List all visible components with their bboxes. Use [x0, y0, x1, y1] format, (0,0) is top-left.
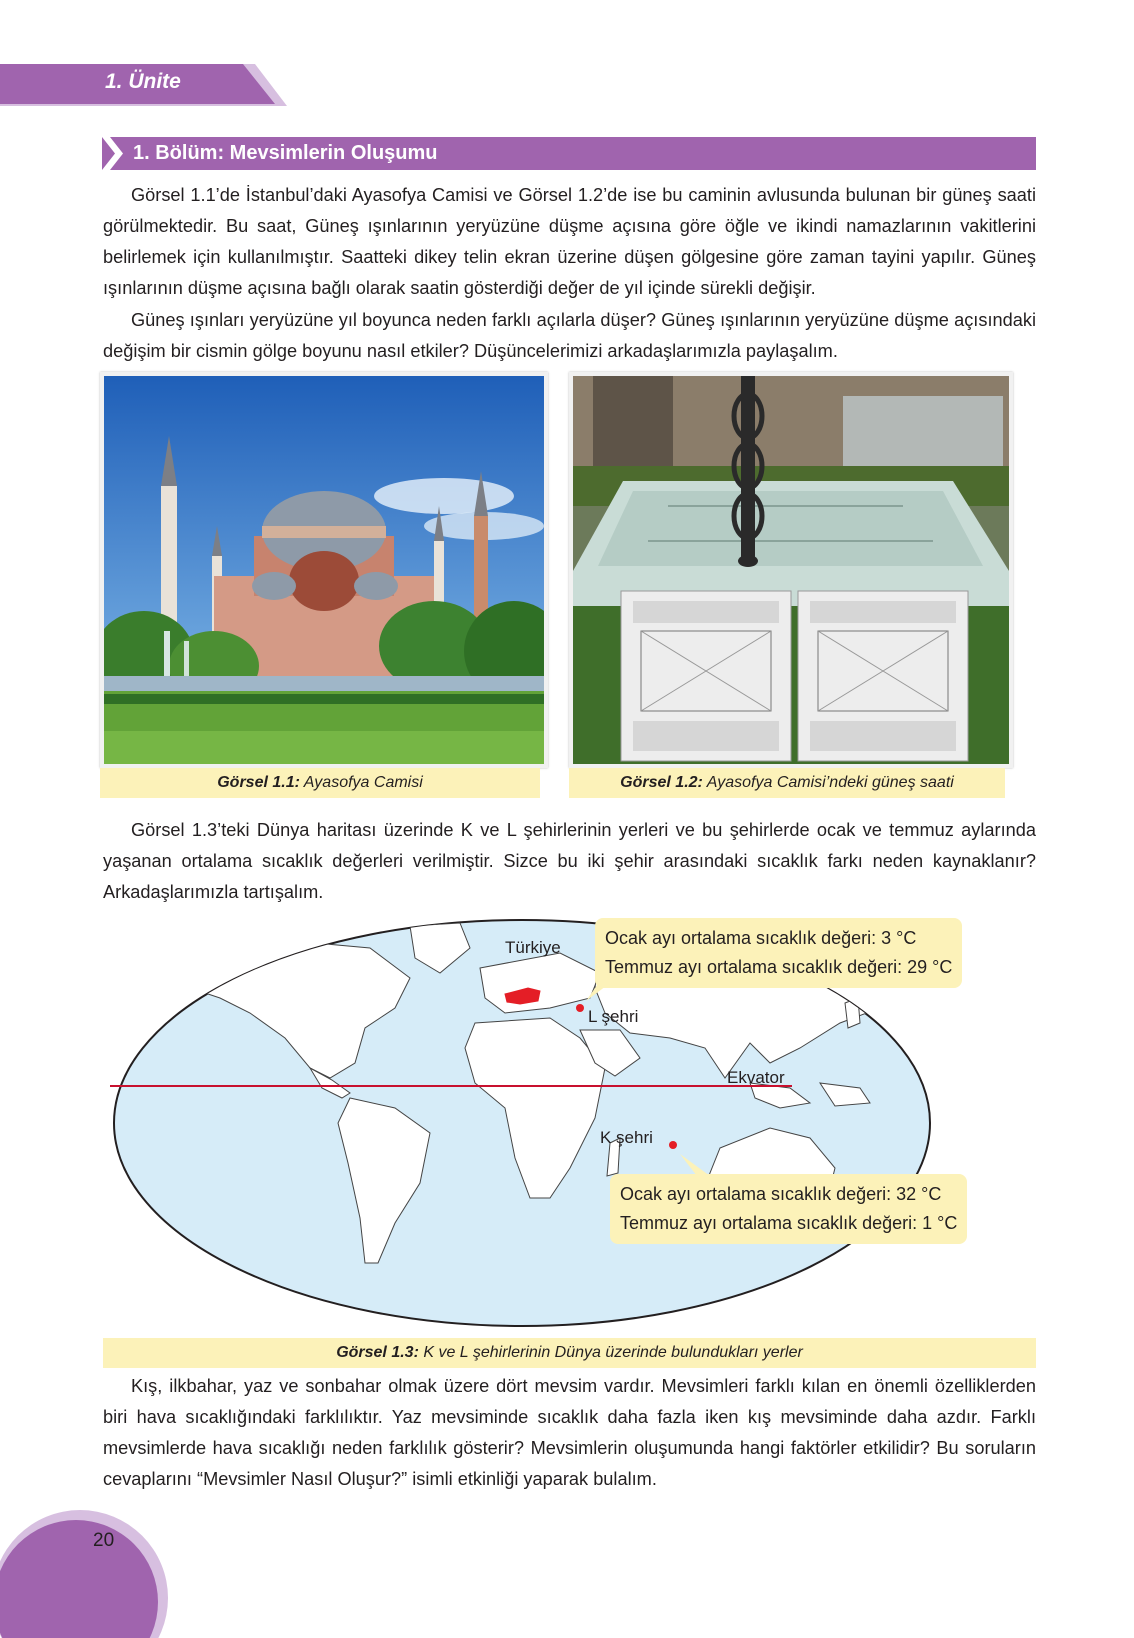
figure-text: K ve L şehirlerinin Dünya üzerinde bulundukları yerler: [418, 1344, 803, 1361]
k-city-dot: [669, 1141, 677, 1149]
l-city-dot: [576, 1004, 584, 1012]
figure-text: Ayasofya Camisi’ndeki güneş saati: [702, 774, 954, 791]
figure-text: Ayasofya Camisi: [299, 774, 423, 791]
page-number-badge: [0, 1498, 180, 1638]
paragraph: Görsel 1.1’de İstanbul’daki Ayasofya Camisi ve Görsel 1.2’de ise bu caminin avlusunda bulunan bir güneş saati görülmektedir. Bu saat, Güneş ışınlarının yeryüzüne düşme açısına göre öğle ve ikindi namazlarının vakitlerini belirlemek için kullanılmıştır. Saatteki dikey telin ekran üzerine düşen gölgesine göre zaman tayini yapılır. Güneş ışınlarının düşme açısına bağlı olarak saatin gösterdiği değer de yıl içinde sürekli değişir.: [103, 185, 1036, 298]
bubble-line: Ocak ayı ortalama sıcaklık değeri: 32 °C: [620, 1184, 942, 1204]
chevron-right-icon: [102, 137, 124, 170]
l-city-label: L şehri: [588, 1007, 639, 1026]
figure-label: Görsel 1.2:: [620, 774, 703, 791]
k-city-label: K şehri: [600, 1128, 653, 1147]
l-city-temperature-bubble: [595, 918, 962, 988]
bubble-line: Temmuz ayı ortalama sıcaklık değeri: 1 °C: [620, 1213, 958, 1233]
section-header: [102, 137, 1036, 170]
hagia-sophia-photo: [100, 372, 548, 768]
bubble-line: Ocak ayı ortalama sıcaklık değeri: 3 °C: [605, 928, 917, 948]
unit-title: 1. Ünite: [105, 70, 181, 93]
equator-label: Ekvator: [727, 1068, 785, 1087]
k-city-temperature-bubble: [610, 1174, 967, 1244]
section-title: 1. Bölüm: Mevsimlerin Oluşumu: [133, 142, 438, 164]
figure-caption: [569, 768, 1005, 798]
bubble-line: Temmuz ayı ortalama sıcaklık değeri: 29 °C: [605, 957, 953, 977]
sundial-photo: [569, 372, 1013, 768]
figure-caption: [103, 1338, 1036, 1368]
paragraph: Kış, ilkbahar, yaz ve sonbahar olmak üzere dört mevsim vardır. Mevsimleri farklı kılan en önemli özelliklerden biri hava sıcaklığındaki farklılıktır. Yaz mevsiminde sıcaklık daha fazla iken kış mevsiminde daha azdır. Farklı mevsimlerde hava sıcaklığı neden farklılık gösterir? Mevsimlerin oluşumunda hangi faktörler etkilidir? Bu soruların cevaplarını “Mevsimler Nasıl Oluşur?” isimli etkinliği yaparak bulalım.: [103, 1376, 1036, 1489]
figure-label: Görsel 1.1:: [217, 774, 300, 791]
paragraph: Güneş ışınları yeryüzüne yıl boyunca neden farklı açılarla düşer? Güneş ışınlarının yeryüzüne düşme açısındaki değişim bir cismin gölge boyunu nasıl etkiler? Düşüncelerimizi arkadaşlarımızla paylaşalım.: [103, 310, 1036, 361]
turkiye-label: Türkiye: [505, 938, 561, 957]
figure-label: Görsel 1.3:: [336, 1344, 419, 1361]
figure-caption: [100, 768, 540, 798]
paragraph: Görsel 1.3’teki Dünya haritası üzerinde K ve L şehirlerinin yerleri ve bu şehirlerde ocak ve temmuz aylarında yaşanan ortalama sıcaklık değerleri verilmiştir. Sizce bu iki şehir arasındaki sıcaklık farkı neden kaynaklanır? Arkadaşlarımızla tartışalım.: [103, 820, 1036, 902]
page-number: 20: [93, 1530, 115, 1551]
world-map: [110, 918, 958, 1328]
